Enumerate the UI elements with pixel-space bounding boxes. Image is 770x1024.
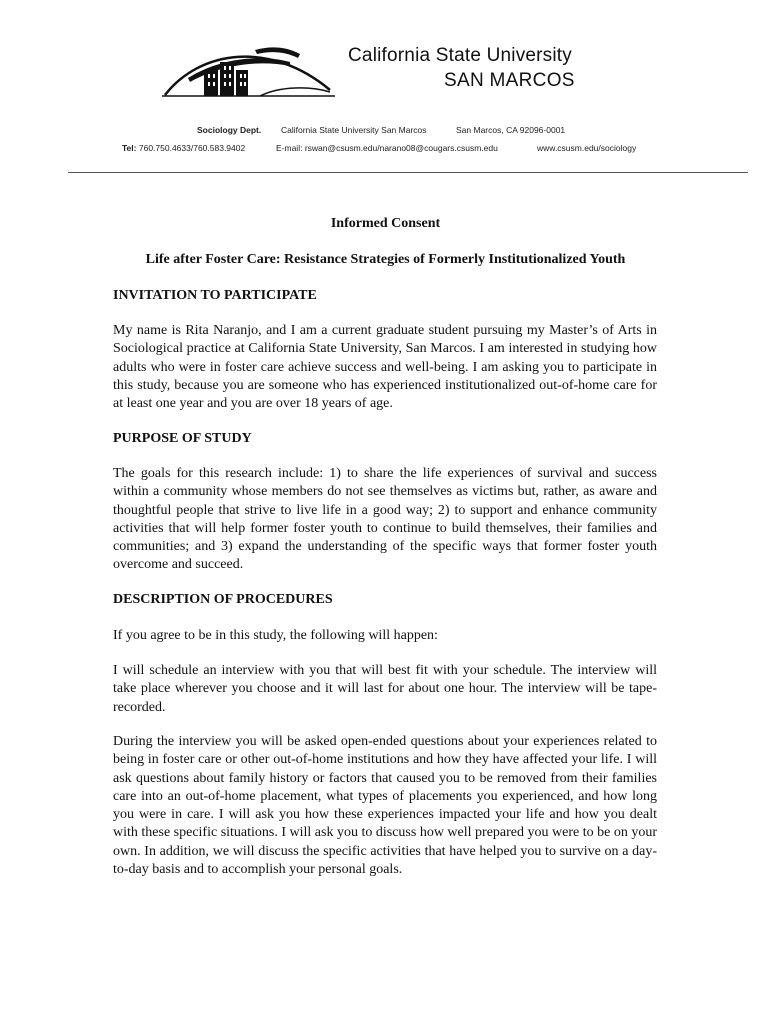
section-heading-procedures: DESCRIPTION OF PROCEDURES	[113, 592, 333, 607]
paragraph-invitation: My name is Rita Naranjo, and I am a current graduate student pursuing my Master’s of Arts in Sociological practice at California State University, San Marcos. I am interested in studying how adults who were in foster care achieve success and well-being. I am asking you to participate in this study, because you are someone who has experienced institutionalized out-of-home care for at least one year and you are over 18 years of age.	[113, 323, 657, 412]
paragraph-purpose: The goals for this research include: 1) to share the life experiences of survival and success within a community whose members do not see themselves as victims but, rather, as aware and thoughtful people that strive to live life in a good way; 2) to support and enhance community activities that will help former foster youth to continue to build themselves, their families and communities; and 3) expand the understanding of the specific ways that former foster youth overcome and succeed.	[113, 466, 657, 573]
paragraph-procedures-intro: If you agree to be in this study, the following will happen:	[113, 628, 438, 643]
university-name: California State University	[348, 45, 572, 66]
hills-building-logo-icon	[160, 40, 345, 110]
document-title: Informed Consent	[330, 216, 441, 231]
tel-value: 760.750.4633/760.583.9402	[138, 143, 246, 153]
document-subtitle: Life after Foster Care: Resistance Strategies of Formerly Institutionalized Youth	[145, 252, 626, 267]
tel-label: Tel:	[122, 143, 137, 153]
paragraph-procedures-2: During the interview you will be asked open-ended questions about your experiences related to being in foster care or other out-of-home institutions and how they have affected your life. I will ask questions about family history or factors that caused you to be removed from their families care into an out-of-home placement, what types of placements you experienced, and how long you were in care. I will ask you how these experiences impacted your life and how you dealt with these specific situations. I will ask you to discuss how well prepared you were to be on your own. In addition, we will discuss the specific activities that have helped you to survive on a day-to-day basis and to accomplish your personal goals.	[113, 734, 657, 878]
university-logo	[160, 40, 620, 110]
section-heading-purpose: PURPOSE OF STUDY	[113, 431, 252, 446]
section-heading-invitation: INVITATION TO PARTICIPATE	[113, 288, 317, 303]
email-value: rswan@csusm.edu/narano08@cougars.csusm.edu	[304, 143, 498, 153]
header-divider	[68, 172, 748, 173]
email-label: E-mail:	[276, 143, 303, 153]
address-university: California State University San Marcos	[281, 125, 427, 135]
paragraph-procedures-1: I will schedule an interview with you that will best fit with your schedule. The interview will take place wherever you choose and it will last for about one hour. The interview will be tape-recorded.	[113, 663, 657, 715]
department-label: Sociology Dept.	[197, 125, 262, 135]
campus-name: SAN MARCOS	[444, 70, 575, 91]
telephone	[122, 143, 245, 153]
address-city: San Marcos, CA 92096-0001	[456, 125, 566, 135]
email	[276, 143, 498, 153]
website-link: www.csusm.edu/sociology	[537, 143, 637, 153]
